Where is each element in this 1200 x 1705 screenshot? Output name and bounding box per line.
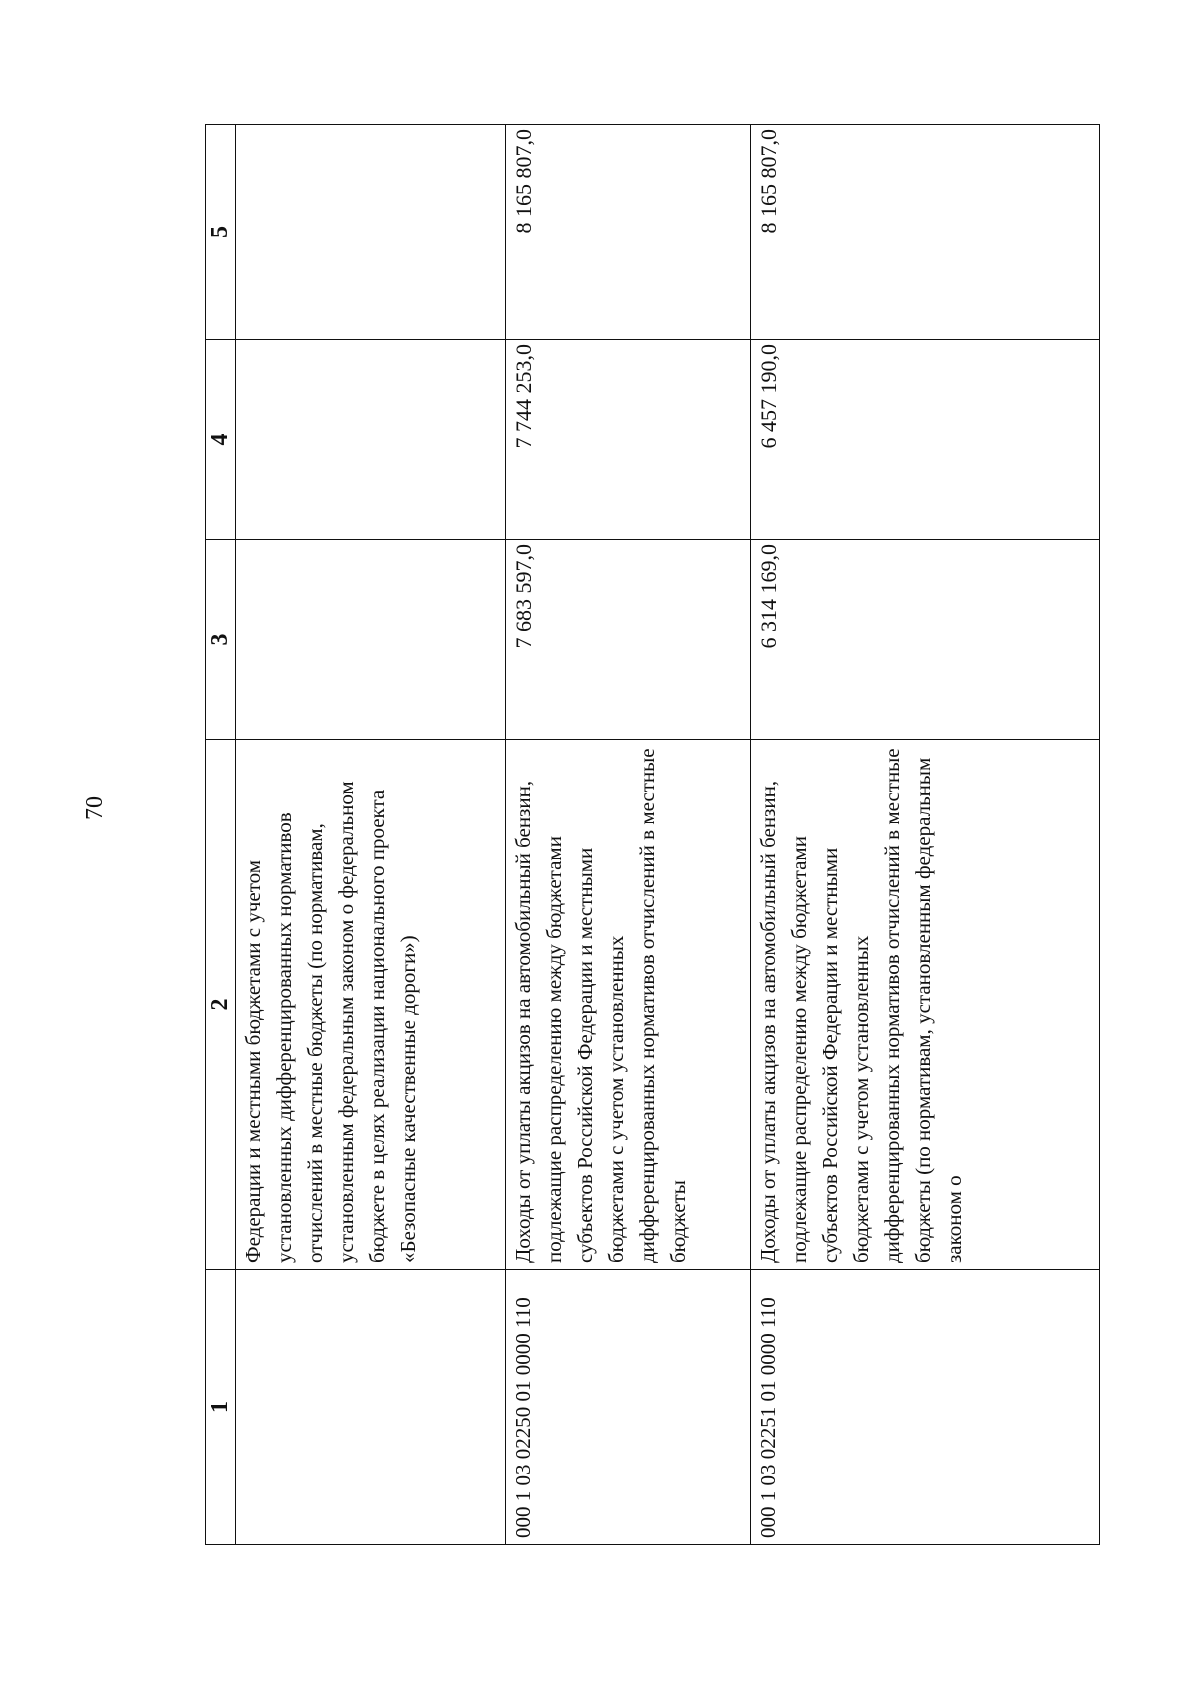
row-col5: 8 165 807,0 xyxy=(751,125,1100,340)
header-col-3: 3 xyxy=(206,540,236,740)
header-col-1: 1 xyxy=(206,1270,236,1545)
table-row xyxy=(506,125,751,1545)
row-col3 xyxy=(236,540,506,740)
table-row xyxy=(751,125,1100,1545)
row-col3: 6 314 169,0 xyxy=(751,540,1100,740)
row-code xyxy=(236,1270,506,1545)
row-col3: 7 683 597,0 xyxy=(506,540,751,740)
row-col5: 8 165 807,0 xyxy=(506,125,751,340)
row-col4: 6 457 190,0 xyxy=(751,340,1100,540)
row-description: Доходы от уплаты акцизов на автомобильный бензин, подлежащие распределению между бюджетами субъектов Российской Федерации и местными бюджетами с учетом установленных дифференцированных нормативов отчислений в местные бюджеты (по нормативам, установленным федеральным законом о xyxy=(751,740,1100,1270)
header-row xyxy=(206,125,236,1545)
header-col-5: 5 xyxy=(206,125,236,340)
row-code: 000 1 03 02250 01 0000 110 xyxy=(506,1270,751,1545)
row-col4 xyxy=(236,340,506,540)
row-col5 xyxy=(236,125,506,340)
row-code: 000 1 03 02251 01 0000 110 xyxy=(751,1270,1100,1545)
row-col4: 7 744 253,0 xyxy=(506,340,751,540)
header-col-2: 2 xyxy=(206,740,236,1270)
budget-table-rotated xyxy=(205,125,1100,1545)
row-description: Федерации и местными бюджетами с учетом установленных дифференцированных нормативов отчислений в местные бюджеты (по нормативам, установленным федеральным законом о федеральном бюджете в целях реализации национального проекта «Безопасные качественные дороги») xyxy=(236,740,506,1270)
page-number: 70 xyxy=(82,796,108,820)
budget-table xyxy=(205,124,1100,1545)
row-description: Доходы от уплаты акцизов на автомобильный бензин, подлежащие распределению между бюджетами субъектов Российской Федерации и местными бюджетами с учетом установленных дифференцированных нормативов отчислений в местные бюджеты xyxy=(506,740,751,1270)
header-col-4: 4 xyxy=(206,340,236,540)
table-row xyxy=(236,125,506,1545)
